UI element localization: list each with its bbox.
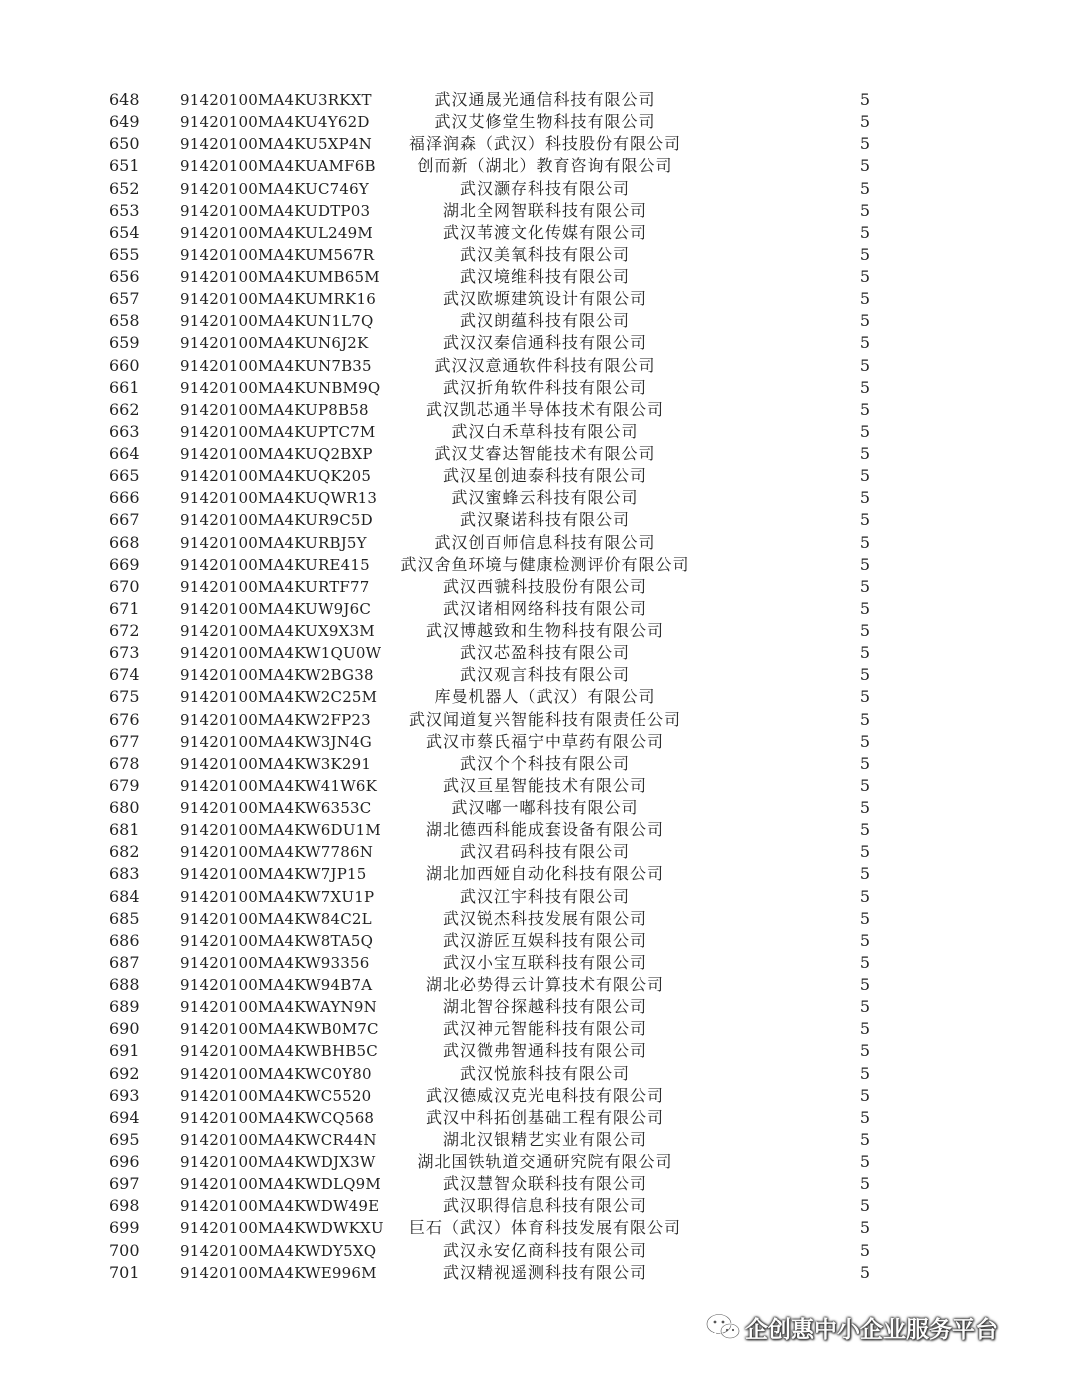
table-row [0,886,1080,908]
company-name: 武汉汉秦信通科技有限公司 [442,333,647,353]
table-row [0,1217,1080,1239]
table-row [0,554,1080,576]
wechat-icon [705,1312,741,1342]
credit-code: 91420100MA4KUL249M [180,223,373,242]
credit-code: 91420100MA4KUMB65M [180,268,380,286]
score: 5 [859,156,871,176]
row-number: 661 [109,377,140,397]
row-number: 695 [109,1129,140,1149]
company-name: 武汉芯盈科技有限公司 [459,643,630,663]
company-name: 武汉朗蕴科技有限公司 [459,311,630,331]
score: 5 [859,775,871,795]
company-name: 湖北必势得云计算技术有限公司 [425,975,664,994]
table-row [0,421,1080,443]
company-name: 湖北全网智联科技有限公司 [442,200,647,220]
company-name: 武汉蜜蜂云科技有限公司 [451,488,639,508]
credit-code: 91420100MA4KW6353C [180,799,372,817]
score: 5 [859,952,871,972]
company-name: 武汉创百师信息科技有限公司 [434,532,656,552]
score: 5 [859,709,871,729]
table-row [0,620,1080,642]
credit-code: 91420100MA4KW41W6K [180,776,378,795]
credit-code: 91420100MA4KUN1L7Q [180,312,374,331]
score: 5 [859,1063,871,1083]
score: 5 [859,421,871,441]
credit-code: 91420100MA4KUAMF6B [180,157,376,176]
row-number: 665 [109,466,140,486]
table-row [0,200,1080,222]
credit-code: 91420100MA4KUR9C5D [180,511,373,530]
company-name: 武汉锐杰科技发展有限公司 [442,908,647,928]
score: 5 [859,444,871,463]
score: 5 [859,532,871,552]
row-number: 688 [109,975,140,994]
table-row [0,532,1080,554]
credit-code: 91420100MA4KUQK205 [180,467,372,486]
row-number: 667 [109,510,140,530]
company-name: 武汉观言科技有限公司 [459,665,630,685]
score: 5 [859,886,871,906]
score: 5 [859,598,871,618]
table-row [0,399,1080,421]
company-name: 创而新（湖北）教育咨询有限公司 [417,156,673,176]
company-name: 武汉美氧科技有限公司 [459,244,630,264]
row-number: 663 [109,421,140,441]
row-number: 672 [109,621,140,640]
row-number: 689 [109,997,140,1017]
company-name: 武汉神元智能科技有限公司 [442,1019,647,1039]
row-number: 671 [109,598,140,618]
score: 5 [859,621,871,640]
table-row [0,133,1080,155]
company-name: 武汉职得信息科技有限公司 [442,1196,647,1216]
row-number: 692 [109,1063,140,1083]
company-name: 武汉舍鱼环境与健康检测评价有限公司 [400,554,690,574]
row-number: 701 [109,1262,140,1282]
score: 5 [859,864,871,884]
company-name: 武汉汉意通软件科技有限公司 [434,355,656,375]
credit-code: 91420100MA4KWDW49E [180,1197,380,1216]
company-name: 武汉诸相网络科技有限公司 [442,598,647,618]
score: 5 [859,1019,871,1039]
row-number: 677 [109,731,140,751]
company-name: 武汉精视遥测科技有限公司 [442,1262,647,1282]
company-name: 武汉永安亿商科技有限公司 [442,1240,647,1260]
score: 5 [859,134,871,154]
row-number: 698 [109,1196,140,1216]
score: 5 [859,90,871,109]
credit-code: 91420100MA4KWCR44N [180,1130,377,1149]
row-number: 678 [109,753,140,773]
company-name: 湖北智谷探越科技有限公司 [442,997,647,1017]
company-name: 武汉小宝互联科技有限公司 [442,952,647,972]
score: 5 [859,112,871,132]
score: 5 [859,576,871,596]
score: 5 [859,665,871,685]
company-name: 武汉灏存科技有限公司 [459,178,630,198]
score: 5 [859,820,871,840]
row-number: 694 [109,1107,140,1127]
credit-code: 91420100MA4KW6DU1M [180,821,381,840]
credit-code: 91420100MA4KWDJX3W [180,1153,376,1171]
credit-code: 91420100MA4KURTF77 [180,577,370,596]
credit-code: 91420100MA4KUP8B58 [180,400,369,419]
score: 5 [859,377,871,397]
score: 5 [859,1240,871,1260]
company-name: 武汉白禾草科技有限公司 [451,421,639,441]
table-row [0,598,1080,620]
score: 5 [859,643,871,663]
company-name: 武汉西虢科技股份有限公司 [442,576,647,596]
table-row [0,1262,1080,1284]
table-row [0,974,1080,996]
score: 5 [859,222,871,242]
credit-code: 91420100MA4KW2FP23 [180,710,371,729]
score: 5 [859,975,871,994]
table-row [0,1040,1080,1062]
table-row [0,952,1080,974]
table-row [0,1173,1080,1195]
credit-code: 91420100MA4KWE996M [180,1263,377,1282]
table-row [0,288,1080,310]
company-name: 武汉欧塬建筑设计有限公司 [442,289,647,309]
credit-code: 91420100MA4KUC746Y [180,179,370,198]
score: 5 [859,510,871,530]
company-name: 武汉境维科技有限公司 [459,267,630,286]
score: 5 [859,930,871,950]
row-number: 669 [109,554,140,574]
score: 5 [859,798,871,817]
row-number: 682 [109,842,140,862]
table-row [0,753,1080,775]
score: 5 [859,997,871,1017]
company-name: 武汉君码科技有限公司 [459,842,630,862]
score: 5 [859,687,871,707]
table-row [0,731,1080,753]
score: 5 [859,1218,871,1238]
credit-code: 91420100MA4KUMRK16 [180,290,376,309]
credit-code: 91420100MA4KUQWR13 [180,489,378,508]
company-name: 湖北汉银精艺实业有限公司 [442,1129,647,1149]
score: 5 [859,333,871,353]
credit-code: 91420100MA4KW94B7A [180,976,373,994]
score: 5 [859,178,871,198]
credit-code: 91420100MA4KURE415 [180,555,370,574]
credit-code: 91420100MA4KWC5520 [180,1086,372,1105]
company-name: 武汉星创迪泰科技有限公司 [442,466,647,486]
row-number: 700 [109,1240,140,1260]
credit-code: 91420100MA4KU4Y62D [180,113,370,132]
row-number: 660 [109,355,140,375]
company-list-table [0,89,1080,1284]
credit-code: 91420100MA4KUN6J2K [180,334,369,353]
table-row [0,841,1080,863]
table-row [0,664,1080,686]
credit-code: 91420100MA4KUNBM9Q [180,378,381,397]
row-number: 691 [109,1041,140,1061]
table-row [0,487,1080,509]
credit-code: 91420100MA4KUM567R [180,245,375,264]
company-name: 武汉艾睿达智能技术有限公司 [434,444,656,463]
company-name: 武汉凯芯通半导体技术有限公司 [425,399,664,419]
credit-code: 91420100MA4KW3K291 [180,754,372,773]
company-name: 武汉闻道复兴智能科技有限责任公司 [408,709,681,729]
company-name: 武汉市蔡氏福宁中草药有限公司 [425,731,664,751]
credit-code: 91420100MA4KURBJ5Y [180,533,367,552]
credit-code: 91420100MA4KW84C2L [180,909,372,928]
credit-code: 91420100MA4KUN7B35 [180,356,372,375]
row-number: 662 [109,399,140,419]
score: 5 [859,289,871,309]
table-row [0,332,1080,354]
row-number: 675 [109,687,140,707]
row-number: 679 [109,775,140,795]
table-row [0,1085,1080,1107]
company-name: 武汉博越致和生物科技有限公司 [425,621,664,640]
company-name: 湖北德西科能成套设备有限公司 [425,820,664,840]
score: 5 [859,1262,871,1282]
company-name: 武汉慧智众联科技有限公司 [442,1174,647,1194]
score: 5 [859,200,871,220]
table-row [0,310,1080,332]
table-row [0,576,1080,598]
row-number: 676 [109,709,140,729]
row-number: 651 [109,156,140,176]
credit-code: 91420100MA4KUDTP03 [180,201,371,220]
table-row [0,266,1080,288]
credit-code: 91420100MA4KW7XU1P [180,887,375,906]
score: 5 [859,1196,871,1216]
row-number: 684 [109,886,140,906]
company-name: 武汉嘟一嘟科技有限公司 [451,798,639,817]
score: 5 [859,1152,871,1171]
score: 5 [859,753,871,773]
table-row [0,1240,1080,1262]
table-row [0,1107,1080,1129]
credit-code: 91420100MA4KWDY5XQ [180,1241,377,1260]
credit-code: 91420100MA4KUW9J6C [180,599,371,618]
score: 5 [859,1041,871,1061]
table-row [0,222,1080,244]
table-row [0,908,1080,930]
table-row [0,377,1080,399]
company-name: 武汉中科拓创基础工程有限公司 [425,1107,664,1127]
table-row [0,89,1080,111]
company-name: 武汉折角软件科技有限公司 [442,377,647,397]
table-row [0,1195,1080,1217]
credit-code: 91420100MA4KW7786N [180,843,374,862]
credit-code: 91420100MA4KWDLQ9M [180,1175,381,1194]
credit-code: 91420100MA4KWDWKXU [180,1219,384,1238]
row-number: 699 [109,1218,140,1238]
score: 5 [859,1085,871,1105]
row-number: 670 [109,576,140,596]
row-number: 697 [109,1174,140,1194]
table-row [0,709,1080,731]
company-name: 武汉悦旅科技有限公司 [459,1063,630,1083]
credit-code: 91420100MA4KU5XP4N [180,135,372,154]
table-row [0,797,1080,819]
table-row [0,930,1080,952]
credit-code: 91420100MA4KU3RKXT [180,91,372,109]
row-number: 666 [109,488,140,508]
company-name: 武汉苇渡文化传媒有限公司 [442,222,647,242]
row-number: 652 [109,178,140,198]
company-name: 福泽润森（武汉）科技股份有限公司 [408,134,681,154]
table-row [0,686,1080,708]
row-number: 681 [109,820,140,840]
row-number: 657 [109,289,140,309]
score: 5 [859,399,871,419]
credit-code: 91420100MA4KUX9X3M [180,622,375,640]
table-row [0,1151,1080,1173]
company-name: 武汉游匠互娱科技有限公司 [442,930,647,950]
table-row [0,111,1080,133]
row-number: 656 [109,267,140,286]
watermark [705,1307,998,1347]
score: 5 [859,311,871,331]
table-row [0,775,1080,797]
table-row [0,1018,1080,1040]
credit-code: 91420100MA4KW2C25M [180,688,378,707]
company-name: 武汉亘星智能技术有限公司 [442,775,647,795]
table-row [0,819,1080,841]
company-name: 武汉通晟光通信科技有限公司 [434,90,656,109]
company-name: 巨石（武汉）体育科技发展有限公司 [408,1218,681,1238]
table-row [0,178,1080,200]
row-number: 664 [109,444,140,463]
credit-code: 91420100MA4KWB0M7C [180,1020,379,1039]
credit-code: 91420100MA4KW93356 [180,953,370,972]
score: 5 [859,488,871,508]
company-name: 武汉聚诺科技有限公司 [459,510,630,530]
credit-code: 91420100MA4KW7JP15 [180,865,367,884]
row-number: 648 [109,90,140,109]
table-row [0,465,1080,487]
table-row [0,1063,1080,1085]
row-number: 685 [109,908,140,928]
company-name: 武汉艾修堂生物科技有限公司 [434,112,656,132]
credit-code: 91420100MA4KUPTC7M [180,422,376,441]
table-row [0,443,1080,465]
score: 5 [859,466,871,486]
credit-code: 91420100MA4KW3JN4G [180,732,372,751]
row-number: 658 [109,311,140,331]
row-number: 693 [109,1085,140,1105]
row-number: 659 [109,333,140,353]
credit-code: 91420100MA4KUQ2BXP [180,445,373,463]
score: 5 [859,1174,871,1194]
row-number: 655 [109,244,140,264]
company-name: 武汉个个科技有限公司 [459,753,630,773]
row-number: 673 [109,643,140,663]
row-number: 696 [109,1152,140,1171]
company-name: 湖北加西娅自动化科技有限公司 [425,864,664,884]
credit-code: 91420100MA4KWC0Y80 [180,1064,372,1083]
score: 5 [859,554,871,574]
table-row [0,355,1080,377]
row-number: 653 [109,200,140,220]
credit-code: 91420100MA4KW1QU0W [180,644,382,663]
row-number: 674 [109,665,140,685]
score: 5 [859,842,871,862]
score: 5 [859,267,871,286]
table-row [0,996,1080,1018]
score: 5 [859,244,871,264]
row-number: 654 [109,222,140,242]
table-row [0,1129,1080,1151]
company-name: 武汉江宇科技有限公司 [459,886,630,906]
company-name: 库曼机器人（武汉）有限公司 [434,687,656,707]
row-number: 649 [109,112,140,132]
table-row [0,642,1080,664]
score: 5 [859,731,871,751]
row-number: 650 [109,134,140,154]
row-number: 687 [109,952,140,972]
row-number: 680 [109,798,140,817]
table-row [0,244,1080,266]
company-name: 武汉微弗智通科技有限公司 [442,1041,647,1061]
credit-code: 91420100MA4KWCQ568 [180,1108,375,1127]
score: 5 [859,908,871,928]
table-row [0,863,1080,885]
row-number: 690 [109,1019,140,1039]
row-number: 683 [109,864,140,884]
company-name: 湖北国铁轨道交通研究院有限公司 [417,1152,673,1171]
score: 5 [859,1129,871,1149]
row-number: 686 [109,930,140,950]
credit-code: 91420100MA4KW8TA5Q [180,931,374,950]
score: 5 [859,1107,871,1127]
table-row [0,509,1080,531]
watermark-text: 企创惠中小企业服务平台 [745,1316,998,1343]
credit-code: 91420100MA4KWBHB5C [180,1042,378,1061]
table-row [0,155,1080,177]
score: 5 [859,355,871,375]
company-name: 武汉德威汉克光电科技有限公司 [425,1085,664,1105]
credit-code: 91420100MA4KWAYN9N [180,998,377,1017]
row-number: 668 [109,532,140,552]
credit-code: 91420100MA4KW2BG38 [180,666,374,685]
